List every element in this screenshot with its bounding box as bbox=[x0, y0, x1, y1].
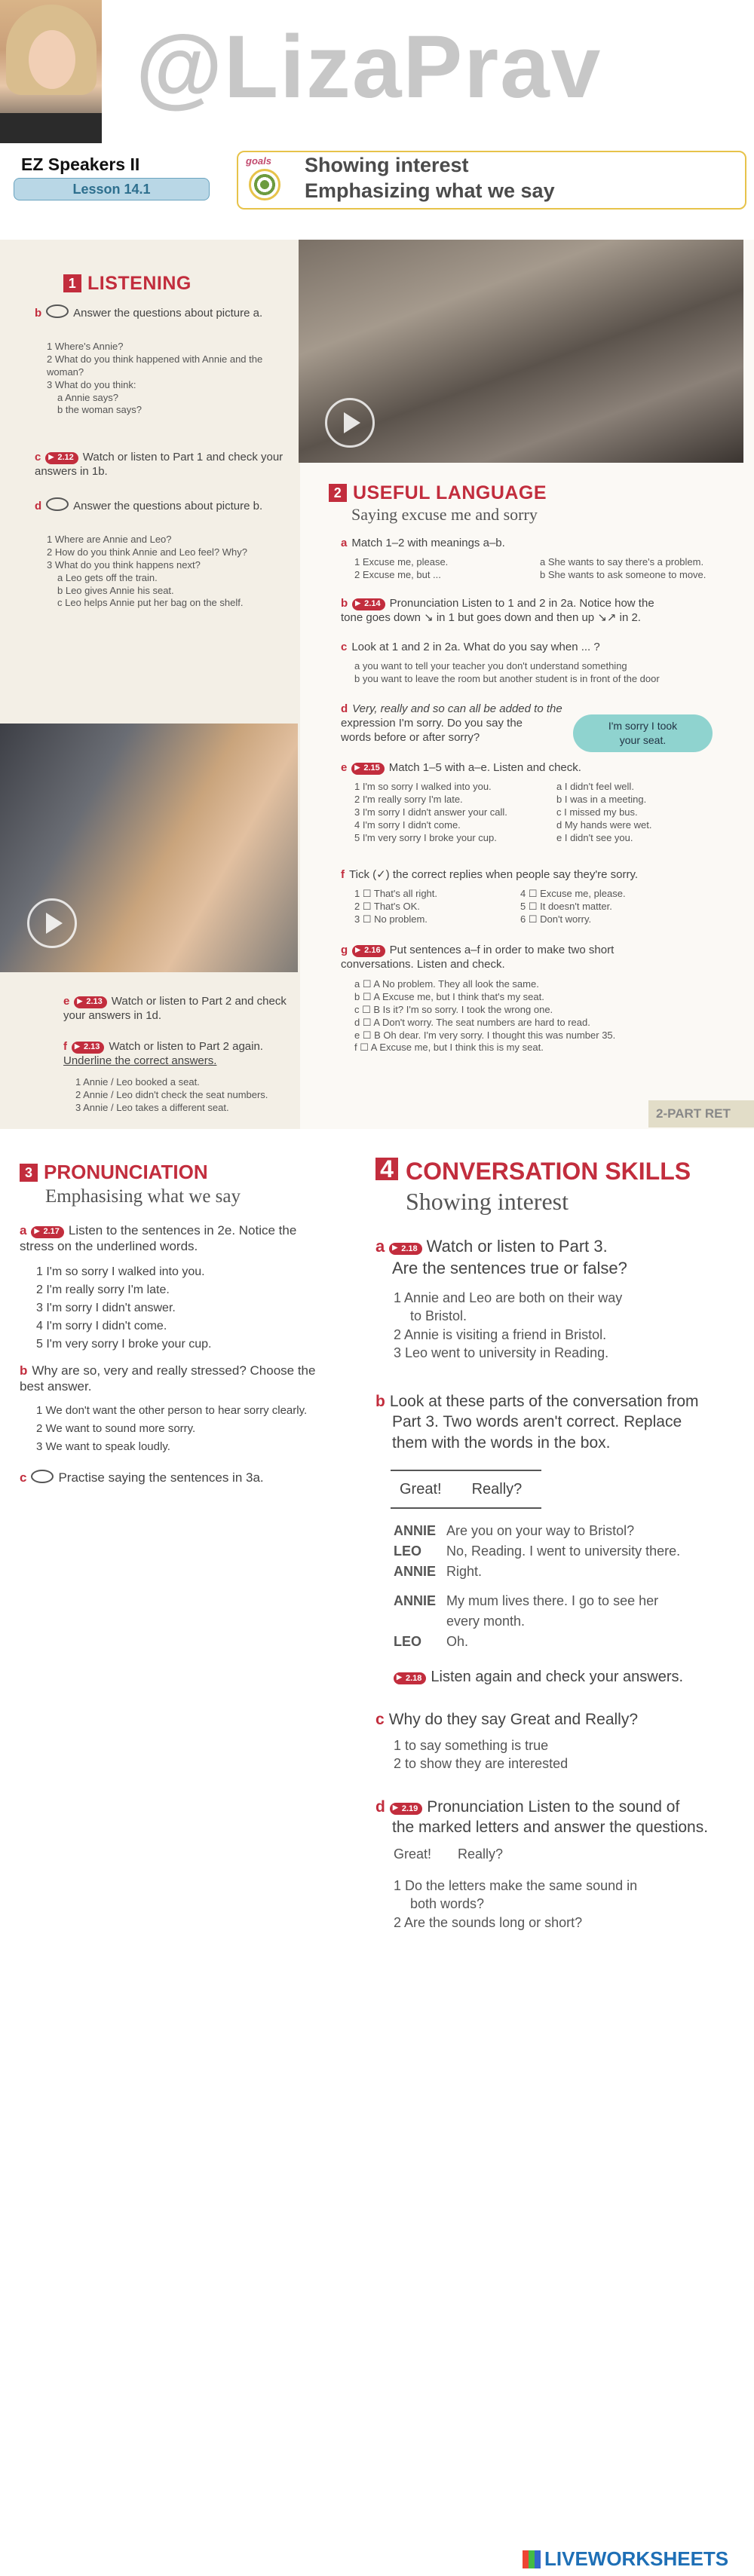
audio-play-icon[interactable]: ▶ 2.13 bbox=[72, 1042, 104, 1054]
audio-play-icon[interactable]: ▶ 2.17 bbox=[31, 1226, 63, 1238]
exercise-2a-right: a She wants to say there's a problem. b She wants to ask someone to move. bbox=[540, 556, 706, 580]
exercise-2a: a Match 1–2 with meanings a–b. bbox=[341, 537, 505, 549]
audio-play-icon[interactable]: ▶ 2.16 bbox=[352, 945, 385, 957]
exercise-3b: b Why are so, very and really stressed? Choose the best answer. bbox=[20, 1363, 316, 1394]
lesson-badge: Lesson 14.1 bbox=[14, 178, 210, 200]
photo-a-station bbox=[299, 240, 743, 463]
goal-2: Emphasizing what we say bbox=[305, 179, 555, 202]
exercise-2b: b▶ 2.14 Pronunciation Listen to 1 and 2 in 2a. Notice how the tone goes down ↘ in 1 but goes down and then up ↘↗ in 2. bbox=[341, 597, 733, 626]
exercise-2f-right[interactable]: 4 ☐ Excuse me, please. 5 ☐ It doesn't matter. 6 ☐ Don't worry. bbox=[520, 888, 626, 925]
liveworksheets-logo[interactable]: LIVEWORKSHEETS bbox=[544, 2547, 729, 2570]
section-3-subtitle: Emphasising what we say bbox=[45, 1186, 241, 1207]
liveworksheets-logo-icon bbox=[523, 2550, 541, 2568]
exercise-2d: d Very, really and so can all be added to the expression I'm sorry. Do you say the words before or after sorry? bbox=[341, 702, 562, 744]
exercise-2a-left: 1 Excuse me, please. 2 Excuse me, but ... bbox=[354, 556, 449, 580]
author-avatar bbox=[0, 0, 102, 143]
exercise-4a: a▶ 2.18 Watch or listen to Part 3. Are the sentences true or false? bbox=[375, 1236, 745, 1279]
exercise-1c: c▶ 2.12 Watch or listen to Part 1 and check your answers in 1b. bbox=[35, 451, 284, 479]
section-title: LISTENING bbox=[87, 273, 192, 294]
exercise-3a: a▶ 2.17 Listen to the sentences in 2e. Notice the stress on the underlined words. bbox=[20, 1222, 359, 1255]
exercise-4a-items: 1 Annie and Leo are both on their way to Bristol. 2 Annie is visiting a friend in Bristol. 3 Leo went to university in Reading. bbox=[394, 1290, 623, 1360]
exercise-4c: c Why do they say Great and Really? bbox=[375, 1711, 639, 1728]
exercise-1f-items: 1 Annie / Leo booked a seat. 2 Annie / Leo didn't check the seat numbers. 3 Annie / Leo takes a different seat. bbox=[75, 1076, 268, 1113]
audio-play-icon[interactable]: ▶ 2.14 bbox=[352, 598, 385, 610]
exercise-4b: b Look at these parts of the conversation from Part 3. Two words aren't correct. Replace them with the words in the box. bbox=[375, 1393, 699, 1452]
word-box: Great! Really? bbox=[391, 1470, 541, 1509]
exercise-2e-left: 1 I'm so sorry I walked into you. 2 I'm really sorry I'm late. 3 I'm sorry I didn't answer your call. 4 I'm sorry I didn't come. 5 I'm very sorry I broke your cup. bbox=[354, 781, 507, 843]
target-icon bbox=[249, 169, 280, 200]
audio-play-icon[interactable]: ▶ 2.12 bbox=[45, 452, 78, 464]
exercise-2f-left[interactable]: 1 ☐ That's all right. 2 ☐ That's OK. 3 ☐ No problem. bbox=[354, 888, 437, 925]
speech-icon bbox=[46, 497, 69, 511]
exercise-4d-items: 1 Do the letters make the same sound in both words? 2 Are the sounds long or short? bbox=[394, 1878, 638, 1930]
audio-play-icon[interactable]: ▶ 2.15 bbox=[351, 763, 384, 775]
audio-play-icon[interactable]: ▶ 2.18 bbox=[394, 1672, 426, 1684]
section-number: 1 bbox=[63, 274, 81, 292]
section-2-heading: 2 USEFUL LANGUAGE bbox=[329, 482, 547, 504]
exercise-1f: f▶ 2.13 Watch or listen to Part 2 again. Underline the correct answers. bbox=[63, 1040, 297, 1069]
goal-1: Showing interest bbox=[305, 154, 469, 176]
audio-play-icon[interactable]: ▶ 2.18 bbox=[389, 1243, 421, 1255]
exercise-2f: f Tick (✓) the correct replies when people say they're sorry. bbox=[341, 868, 639, 881]
audio-play-icon[interactable]: ▶ 2.19 bbox=[390, 1803, 422, 1815]
speech-icon bbox=[46, 304, 69, 318]
section-4-heading: 4 CONVERSATION SKILLS bbox=[375, 1158, 691, 1186]
video-play-icon[interactable] bbox=[27, 898, 77, 948]
exercise-2e: e▶ 2.15 Match 1–5 with a–e. Listen and check. bbox=[341, 761, 733, 776]
exercise-1d-items: 1 Where are Annie and Leo? 2 How do you think Annie and Leo feel? Why? 3 What do you think happens next? a Leo gets off the train. b Leo gives Annie his seat. c Leo helps Annie put her bag on the shelf. bbox=[47, 534, 247, 609]
section-2-subtitle: Saying excuse me and sorry bbox=[351, 505, 538, 524]
goals-label: goals bbox=[246, 155, 271, 167]
exercise-1b: b Answer the questions about picture a. bbox=[35, 304, 284, 321]
exercise-4d: d▶ 2.19 Pronunciation Listen to the sound of the marked letters and answer the questions. bbox=[375, 1797, 745, 1838]
video-play-icon[interactable] bbox=[325, 398, 375, 448]
section-4-subtitle: Showing interest bbox=[406, 1188, 569, 1215]
dialogue: ANNIE Are you on your way to Bristol? LEO No, Reading. I went to university there. ANNIE Right. ANNIE My mum lives there. I go to see her every month. LEO Oh. bbox=[394, 1523, 681, 1649]
exercise-3a-items: 1 I'm so sorry I walked into you. 2 I'm really sorry I'm late. 3 I'm sorry I didn't answer. 4 I'm sorry I didn't come. 5 I'm very sorry I broke your cup. bbox=[36, 1265, 212, 1351]
exercise-1d: d Answer the questions about picture b. bbox=[35, 497, 284, 514]
exercise-1b-items: 1 Where's Annie? 2 What do you think happened with Annie and the woman? 3 What do you think: a Annie says? b the woman says? bbox=[47, 341, 263, 416]
exercise-3b-items: 1 We don't want the other person to hear sorry clearly. 2 We want to sound more sorry. 3 We want to speak loudly. bbox=[36, 1404, 308, 1453]
section-3-heading: 3 PRONUNCIATION bbox=[20, 1161, 208, 1184]
photo-b-train bbox=[0, 724, 298, 972]
exercise-2g: g▶ 2.16 Put sentences a–f in order to make two short conversations. Listen and check. bbox=[341, 944, 733, 972]
speech-bubble: I'm sorry I took your seat. bbox=[573, 714, 713, 752]
section-1-heading bbox=[63, 273, 192, 295]
check-answers: ▶ 2.18 Listen again and check your answers. bbox=[394, 1667, 748, 1687]
exercise-2e-right: a I didn't feel well. b I was in a meeting. c I missed my bus. d My hands were wet. e I didn't see you. bbox=[556, 781, 652, 843]
speech-icon bbox=[31, 1470, 54, 1483]
exercise-3c: c Practise saying the sentences in 3a. bbox=[20, 1470, 264, 1485]
exercise-2g-items[interactable]: a ☐ A No problem. They all look the same. b ☐ A Excuse me, but I think that's my seat. c ☐ B Is it? I'm so sorry. I took the wrong one. d ☐ A Don't worry. The seat numbers are hard to read. e ☐ B Oh dear. I'm very sorry. I thought this was number 35. f ☐ A Excuse me, but I think this is my seat. bbox=[354, 978, 616, 1054]
audio-play-icon[interactable]: ▶ 2.13 bbox=[74, 996, 106, 1008]
page-strip: 2-PART RET bbox=[648, 1100, 754, 1127]
exercise-4d-words: Great! Really? bbox=[394, 1846, 504, 1862]
course-title: EZ Speakers II bbox=[21, 154, 140, 174]
exercise-4c-items: 1 to say something is true 2 to show they are interested bbox=[394, 1738, 569, 1772]
exercise-1e: e▶ 2.13 Watch or listen to Part 2 and check your answers in 1d. bbox=[63, 995, 290, 1023]
watermark: @LizaPrav bbox=[136, 17, 602, 117]
exercise-2c-items: a you want to tell your teacher you don't understand something b you want to leave the room but another student is in front of the door bbox=[354, 660, 660, 684]
exercise-2c: c Look at 1 and 2 in 2a. What do you say when ... ? bbox=[341, 641, 600, 653]
